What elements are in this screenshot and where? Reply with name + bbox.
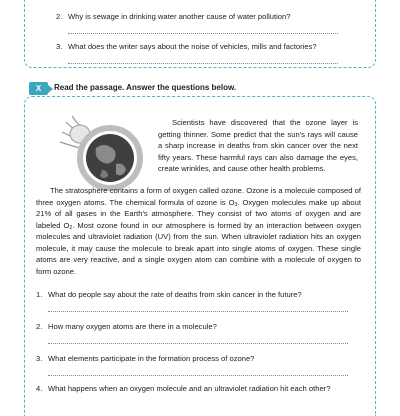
question-4: 4. What happens when an oxygen molecule and an ultraviolet radiation hit each other? — [36, 384, 331, 393]
passage-body: The stratosphere contains a form of oxygen called ozone. Ozone is a molecule composed of three oxygen atoms. The chemical formula of ozone is $O_3$. Oxygen molecules make up about 21% of all gases in the Earth's atmosphere. They consist of two atoms of oxygen and are labeled $O_2$. Most ozone found in our atmosphere is formed by an interaction between oxygen molecules and ultraviolet radiation (UV) from the sun. When ultraviolet radiation hits an oxygen molecule, it may cause the molecule to break apart into single atoms of oxygen. These single atoms are very reactive, and a single oxygen atom can combine with a molecule of oxygen to form ozone. — [36, 186, 361, 276]
previous-exercise-frame — [24, 0, 376, 68]
question-2: 2. How many oxygen atoms are there in a molecule? — [36, 322, 217, 331]
top-question-3: 3. What does the writer says about the noise of vehicles, mills and factories? — [56, 42, 317, 51]
section-instruction: Read the passage. Answer the questions below. — [54, 83, 237, 92]
ozone-earth-sun-icon — [58, 112, 148, 194]
top-question-2: 2. Why is sewage in drinking water another cause of water pollution? — [56, 12, 291, 21]
question-1: 1. What do people say about the rate of deaths from skin cancer in the future? — [36, 290, 302, 299]
section-badge: X — [29, 82, 48, 95]
question-3: 3. What elements participate in the formation process of ozone? — [36, 354, 255, 363]
answer-line[interactable] — [48, 311, 348, 312]
answer-line[interactable] — [68, 33, 338, 34]
answer-line[interactable] — [68, 63, 338, 64]
passage-intro: Scientists have discovered that the ozone layer is getting thinner. Some predict that the sun's rays will cause a sharp increase in deaths from skin cancer over the next fifty years. These harmful rays can also damage the eyes, create wrinkles, and cause other health problems. — [158, 118, 358, 173]
answer-line[interactable] — [48, 343, 348, 344]
answer-line[interactable] — [48, 375, 348, 376]
